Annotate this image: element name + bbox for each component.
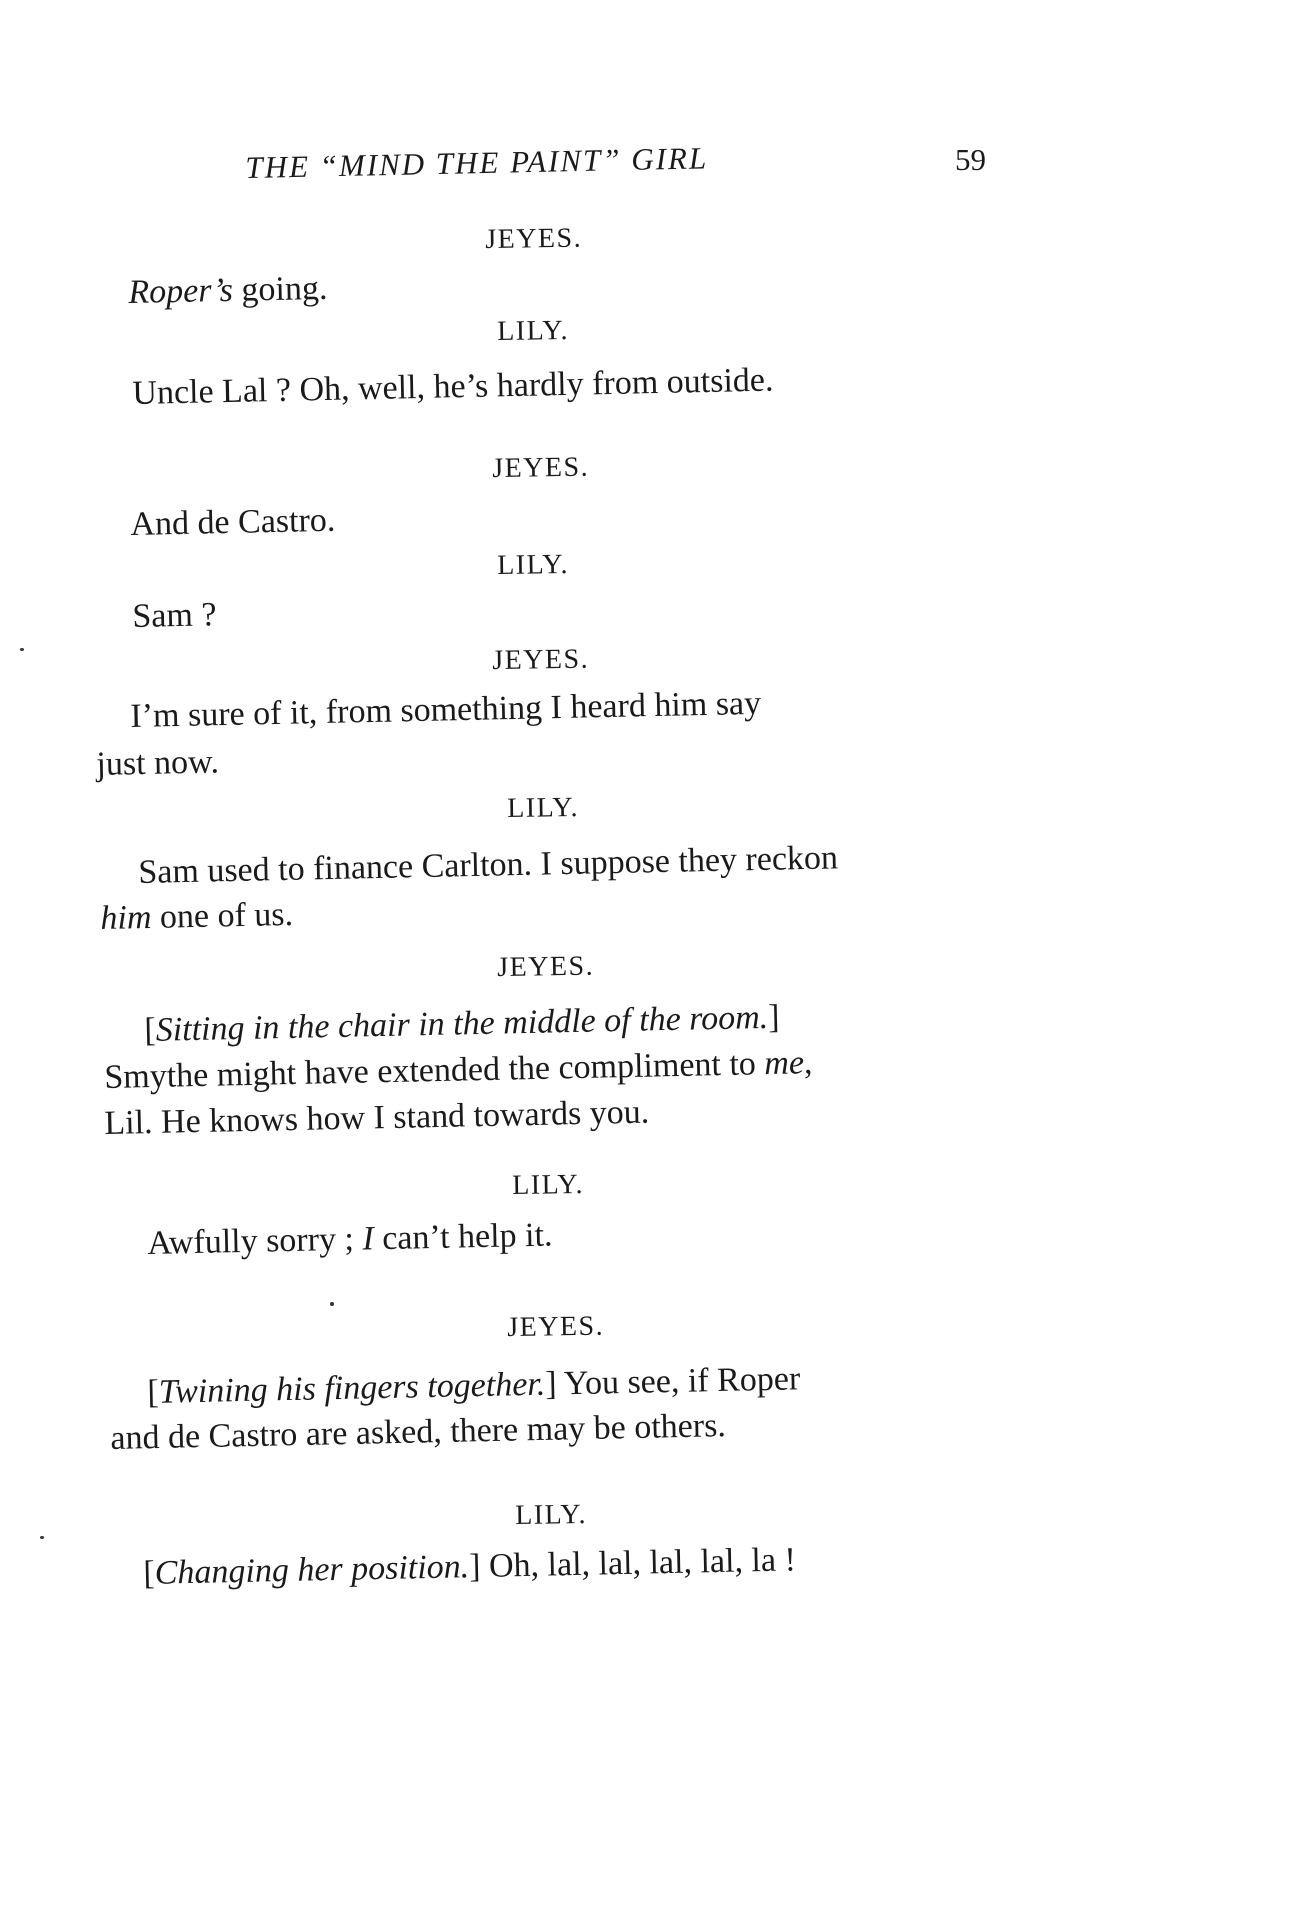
line-text: [ xyxy=(147,1373,160,1411)
line-text: [ xyxy=(144,1011,157,1049)
line-text: ] You see, if Roper xyxy=(544,1360,801,1403)
speck-mark xyxy=(330,1302,334,1306)
line-text: and de Castro are asked, there may be others. xyxy=(110,1407,727,1457)
dialogue-line xyxy=(96,741,219,786)
stage-direction-text: Sitting in the chair in the middle of the room. xyxy=(155,998,769,1049)
dialogue-line xyxy=(132,360,774,415)
line-text: [ xyxy=(143,1554,156,1592)
line-text: Sam used to finance Carlton. I suppose they reckon xyxy=(138,839,839,891)
dialogue-line xyxy=(130,683,761,738)
line-text: just now. xyxy=(96,743,220,783)
dialogue-line xyxy=(110,1405,726,1460)
line-text: going. xyxy=(232,269,328,309)
line-text: ] xyxy=(767,998,780,1036)
dialogue-line xyxy=(104,1042,813,1099)
stage-direction-text: me xyxy=(763,1044,805,1083)
dialogue-line xyxy=(132,594,217,638)
line-text: Uncle Lal ? Oh, well, he’s hardly from outside. xyxy=(132,361,774,412)
dialogue-line xyxy=(128,268,328,314)
speck-mark xyxy=(20,648,24,651)
dialogue-line xyxy=(130,500,336,546)
line-text: one of us. xyxy=(151,895,294,936)
stage-direction-text: Roper’s xyxy=(128,271,234,311)
line-text: And de Castro. xyxy=(130,501,336,543)
line-text: Smythe might have extended the compliment to xyxy=(104,1045,765,1096)
speaker-name: JEYES. xyxy=(507,1310,605,1343)
dialogue-line xyxy=(104,1092,650,1145)
speaker-name: LILY. xyxy=(497,548,570,581)
speaker-name: JEYES. xyxy=(485,222,583,255)
dialogue-line xyxy=(100,894,293,940)
speaker-name: LILY. xyxy=(507,791,580,824)
speaker-name: JEYES. xyxy=(492,643,590,676)
line-text: can’t help it. xyxy=(373,1216,553,1258)
speaker-name: LILY. xyxy=(515,1498,588,1531)
dialogue-line xyxy=(143,1539,796,1595)
running-head: THE “MIND THE PAINT” GIRL xyxy=(245,140,709,185)
dialogue-line xyxy=(138,837,838,894)
speaker-name: LILY. xyxy=(512,1168,585,1201)
stage-direction-text: him xyxy=(100,898,152,937)
dialogue-line xyxy=(147,1215,553,1265)
dialogue-line xyxy=(144,997,780,1052)
speaker-name: LILY. xyxy=(497,314,570,347)
stage-direction-text: Changing her position. xyxy=(154,1548,470,1592)
stage-direction-text: Twining his fingers together. xyxy=(158,1365,546,1411)
page-number: 59 xyxy=(955,142,986,177)
stage-direction-text: I xyxy=(362,1220,375,1258)
speaker-name: JEYES. xyxy=(497,950,595,983)
speck-mark xyxy=(40,1536,44,1539)
line-text: Lil. He knows how I stand towards you. xyxy=(104,1093,650,1142)
speaker-name: JEYES. xyxy=(492,451,590,484)
line-text: I’m sure of it, from something I heard him say xyxy=(130,684,762,735)
line-text: , xyxy=(803,1044,813,1082)
line-text: Awfully sorry ; xyxy=(147,1220,363,1262)
line-text: ] Oh, lal, lal, lal, lal, la ! xyxy=(468,1541,797,1586)
line-text: Sam ? xyxy=(132,596,217,635)
